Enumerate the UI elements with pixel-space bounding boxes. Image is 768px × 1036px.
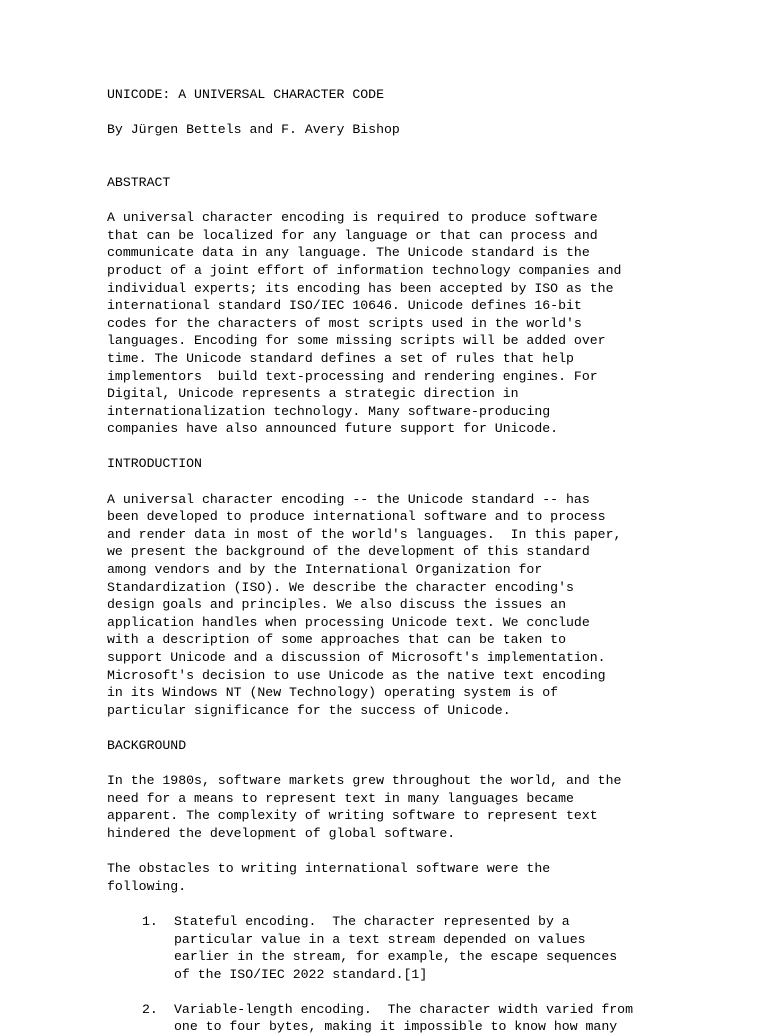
introduction-heading: INTRODUCTION bbox=[107, 456, 202, 472]
paragraph-line: following. bbox=[107, 878, 187, 894]
list-item-line: particular value in a text stream depended on values bbox=[174, 931, 586, 947]
paragraph-line: application handles when processing Unicode text. We conclude bbox=[107, 614, 590, 630]
abstract-paragraph bbox=[107, 209, 747, 438]
list-item-body bbox=[174, 913, 617, 983]
list-item-line: Variable-length encoding. The character width varied from bbox=[174, 1001, 633, 1017]
list-item-number: 1. bbox=[142, 913, 158, 929]
paragraph-line: individual experts; its encoding has been accepted by ISO as the bbox=[107, 280, 614, 296]
list-item-number: 2. bbox=[142, 1001, 158, 1017]
paragraph-line: been developed to produce international software and to process bbox=[107, 509, 606, 525]
list-item bbox=[142, 913, 747, 983]
paragraph-line: design goals and principles. We also discuss the issues an bbox=[107, 597, 566, 613]
list-item-line: one to four bytes, making it impossible to know how many bbox=[174, 1019, 618, 1035]
paragraph-line: among vendors and by the International Organization for bbox=[107, 562, 543, 578]
list-item-line: of the ISO/IEC 2022 standard.[1] bbox=[174, 966, 428, 982]
paragraph-line: A universal character encoding -- the Unicode standard -- has bbox=[107, 491, 590, 507]
abstract-heading: ABSTRACT bbox=[107, 174, 171, 190]
list-item bbox=[142, 1001, 747, 1036]
paragraph-line: support Unicode and a discussion of Microsoft's implementation. bbox=[107, 650, 606, 665]
document-page bbox=[107, 86, 747, 1036]
paragraph-line: need for a means to represent text in many languages became bbox=[107, 790, 574, 806]
paragraph-line: Standardization (ISO). We describe the character encoding's bbox=[107, 579, 574, 595]
paragraph-line: that can be localized for any language or that can process and bbox=[107, 227, 598, 243]
paragraph-line: apparent. The complexity of writing software to represent text bbox=[107, 808, 598, 824]
paragraph-line: particular significance for the success of Unicode. bbox=[107, 702, 511, 718]
background-paragraph-2 bbox=[107, 860, 747, 895]
paragraph-line: In the 1980s, software markets grew throughout the world, and the bbox=[107, 773, 622, 789]
document-byline: By Jürgen Bettels and F. Avery Bishop bbox=[107, 122, 400, 138]
list-item-line: earlier in the stream, for example, the escape sequences bbox=[174, 949, 618, 965]
background-paragraph-1 bbox=[107, 772, 747, 842]
paragraph-line: languages. Encoding for some missing scripts will be added over bbox=[107, 333, 606, 349]
background-heading: BACKGROUND bbox=[107, 737, 187, 753]
paragraph-line: time. The Unicode standard defines a set of rules that help bbox=[107, 350, 574, 366]
list-item-line: Stateful encoding. The character represented by a bbox=[174, 913, 570, 929]
paragraph-line: companies have also announced future support for Unicode. bbox=[107, 421, 559, 437]
paragraph-line: international standard ISO/IEC 10646. Unicode defines 16-bit bbox=[107, 298, 582, 314]
paragraph-line: A universal character encoding is required to produce software bbox=[107, 210, 598, 226]
paragraph-line: with a description of some approaches that can be taken to bbox=[107, 632, 566, 648]
paragraph-line: hindered the development of global software. bbox=[107, 825, 456, 841]
list-item-body bbox=[174, 1001, 633, 1036]
document-title: UNICODE: A UNIVERSAL CHARACTER CODE bbox=[107, 87, 384, 102]
paragraph-line: we present the background of the development of this standard bbox=[107, 544, 590, 560]
paragraph-line: Microsoft's decision to use Unicode as the native text encoding bbox=[107, 667, 606, 683]
introduction-paragraph bbox=[107, 491, 747, 720]
paragraph-line: product of a joint effort of information technology companies and bbox=[107, 262, 622, 278]
paragraph-line: implementors build text-processing and rendering engines. For bbox=[107, 368, 598, 384]
paragraph-line: in its Windows NT (New Technology) operating system is of bbox=[107, 685, 559, 701]
paragraph-line: communicate data in any language. The Unicode standard is the bbox=[107, 245, 590, 261]
paragraph-line: Digital, Unicode represents a strategic direction in bbox=[107, 386, 519, 402]
paragraph-line: The obstacles to writing international software were the bbox=[107, 861, 551, 877]
paragraph-line: codes for the characters of most scripts used in the world's bbox=[107, 315, 582, 331]
paragraph-line: and render data in most of the world's languages. In this paper, bbox=[107, 526, 622, 542]
paragraph-line: internationalization technology. Many software-producing bbox=[107, 403, 551, 419]
